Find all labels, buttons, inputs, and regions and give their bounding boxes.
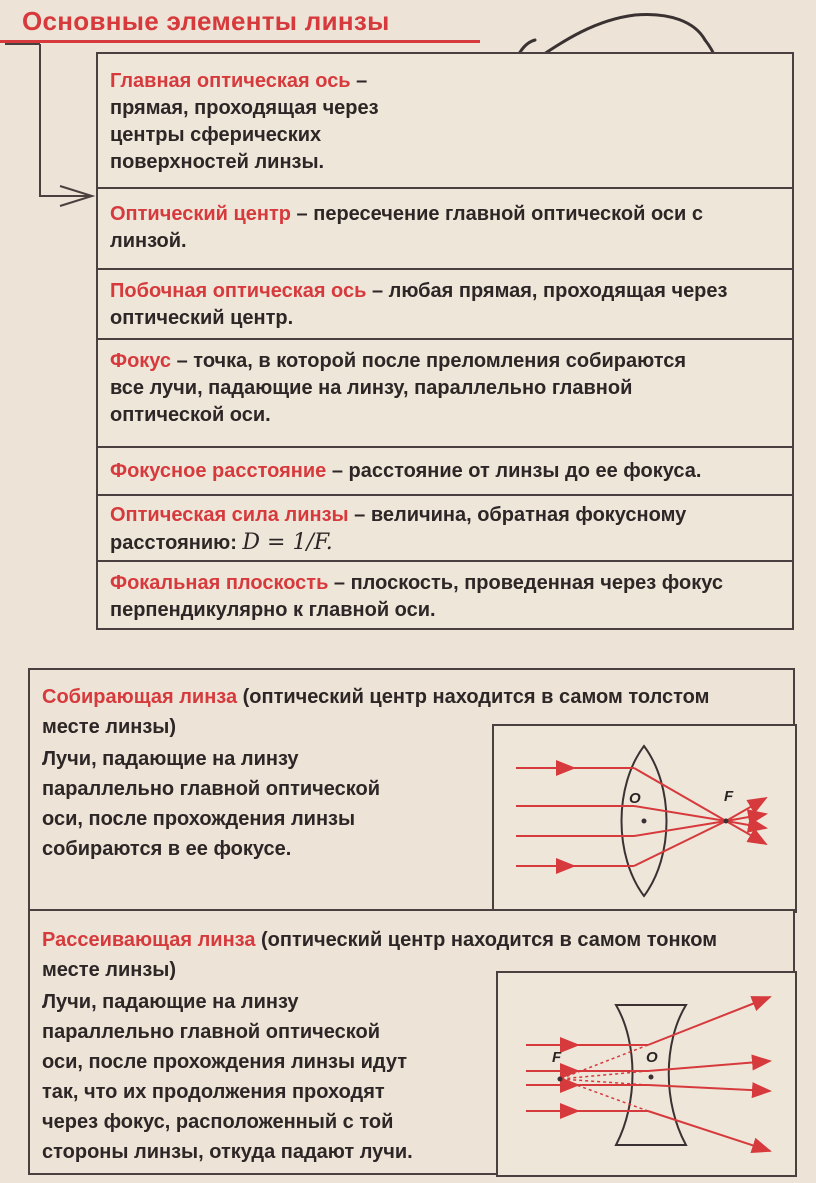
definition-term: Фокусное расстояние (110, 460, 327, 482)
converging-lens-diagram (492, 724, 797, 913)
converging-lens-line: параллельно главной оптической (42, 778, 381, 800)
definition-text: – расстояние от линзы до ее фокуса. (326, 460, 702, 482)
diverging-lens-line: стороны линзы, откуда падают лучи. (42, 1141, 413, 1163)
definition-focus (98, 340, 792, 448)
definition-text: – величина, обратная фокусному (348, 504, 687, 526)
definition-text: – пересечение главной оптической оси с (291, 203, 704, 225)
definition-term: Главная оптическая ось (110, 70, 351, 92)
optical-power-formula: D = 1/F. (242, 530, 333, 555)
converging-lens-note: (оптический центр находится в самом толстом (237, 686, 710, 708)
definition-text: расстоянию: (110, 532, 243, 554)
definition-term: Фокус (110, 350, 172, 372)
lens-focus-label: F (552, 1049, 562, 1066)
lens-focus-label: F (724, 788, 734, 805)
definition-text: прямая, проходящая через (110, 97, 379, 119)
diverging-lens-section (28, 909, 795, 1175)
definitions-box (96, 52, 794, 630)
lens-center-label: O (646, 1049, 658, 1066)
diverging-lens-description (42, 987, 413, 1167)
diverging-lens-note: месте линзы) (42, 959, 177, 981)
definition-text: поверхностей линзы. (110, 151, 325, 173)
definition-text: линзой. (110, 230, 187, 252)
definition-term: Оптическая сила линзы (110, 504, 349, 526)
definition-focal-length (98, 448, 792, 496)
definition-text: перпендикулярно к главной оси. (110, 599, 436, 621)
converging-lens-line: собираются в ее фокусе. (42, 838, 292, 860)
definition-text: – (350, 70, 368, 92)
converging-lens-title: Собирающая линза (42, 686, 238, 708)
definition-text: оптический центр. (110, 307, 294, 329)
definition-optical-power (98, 496, 792, 562)
converging-lens-line: оси, после прохождения линзы (42, 808, 356, 830)
definition-focal-plane (98, 562, 792, 628)
definition-optical-center (98, 189, 792, 270)
bracket-arrow-icon (0, 0, 100, 220)
definition-text: центры сферических (110, 124, 322, 146)
diverging-lens-diagram (496, 971, 797, 1177)
definition-text: – плоскость, проведенная через фокус (328, 572, 723, 594)
definition-term: Оптический центр (110, 203, 291, 225)
page-title: Основные элементы линзы (22, 6, 390, 36)
diverging-lens-title: Рассеивающая линза (42, 929, 256, 951)
definition-text: оптической оси. (110, 404, 271, 426)
definition-text: – любая прямая, проходящая через (366, 280, 728, 302)
lens-center-label: O (629, 790, 641, 807)
definition-text: все лучи, падающие на линзу, параллельно главной (110, 377, 633, 399)
definition-term: Побочная оптическая ось (110, 280, 367, 302)
definition-main-axis (98, 54, 792, 189)
diverging-lens-line: параллельно главной оптической (42, 1021, 381, 1043)
converging-lens-note: месте линзы) (42, 716, 177, 738)
converging-lens-section (28, 668, 795, 911)
diverging-lens-note: (оптический центр находится в самом тонком (255, 929, 718, 951)
definition-text: – точка, в которой после преломления собираются (171, 350, 687, 372)
diverging-lens-line: оси, после прохождения линзы идут (42, 1051, 408, 1073)
definition-secondary-axis (98, 270, 792, 340)
diverging-lens-line: так, что их продолжения проходят (42, 1081, 385, 1103)
converging-lens-description (42, 744, 380, 864)
diverging-lens-line: через фокус, расположенный с той (42, 1111, 394, 1133)
converging-lens-line: Лучи, падающие на линзу (42, 748, 299, 770)
definition-term: Фокальная плоскость (110, 572, 329, 594)
diverging-lens-line: Лучи, падающие на линзу (42, 991, 299, 1013)
